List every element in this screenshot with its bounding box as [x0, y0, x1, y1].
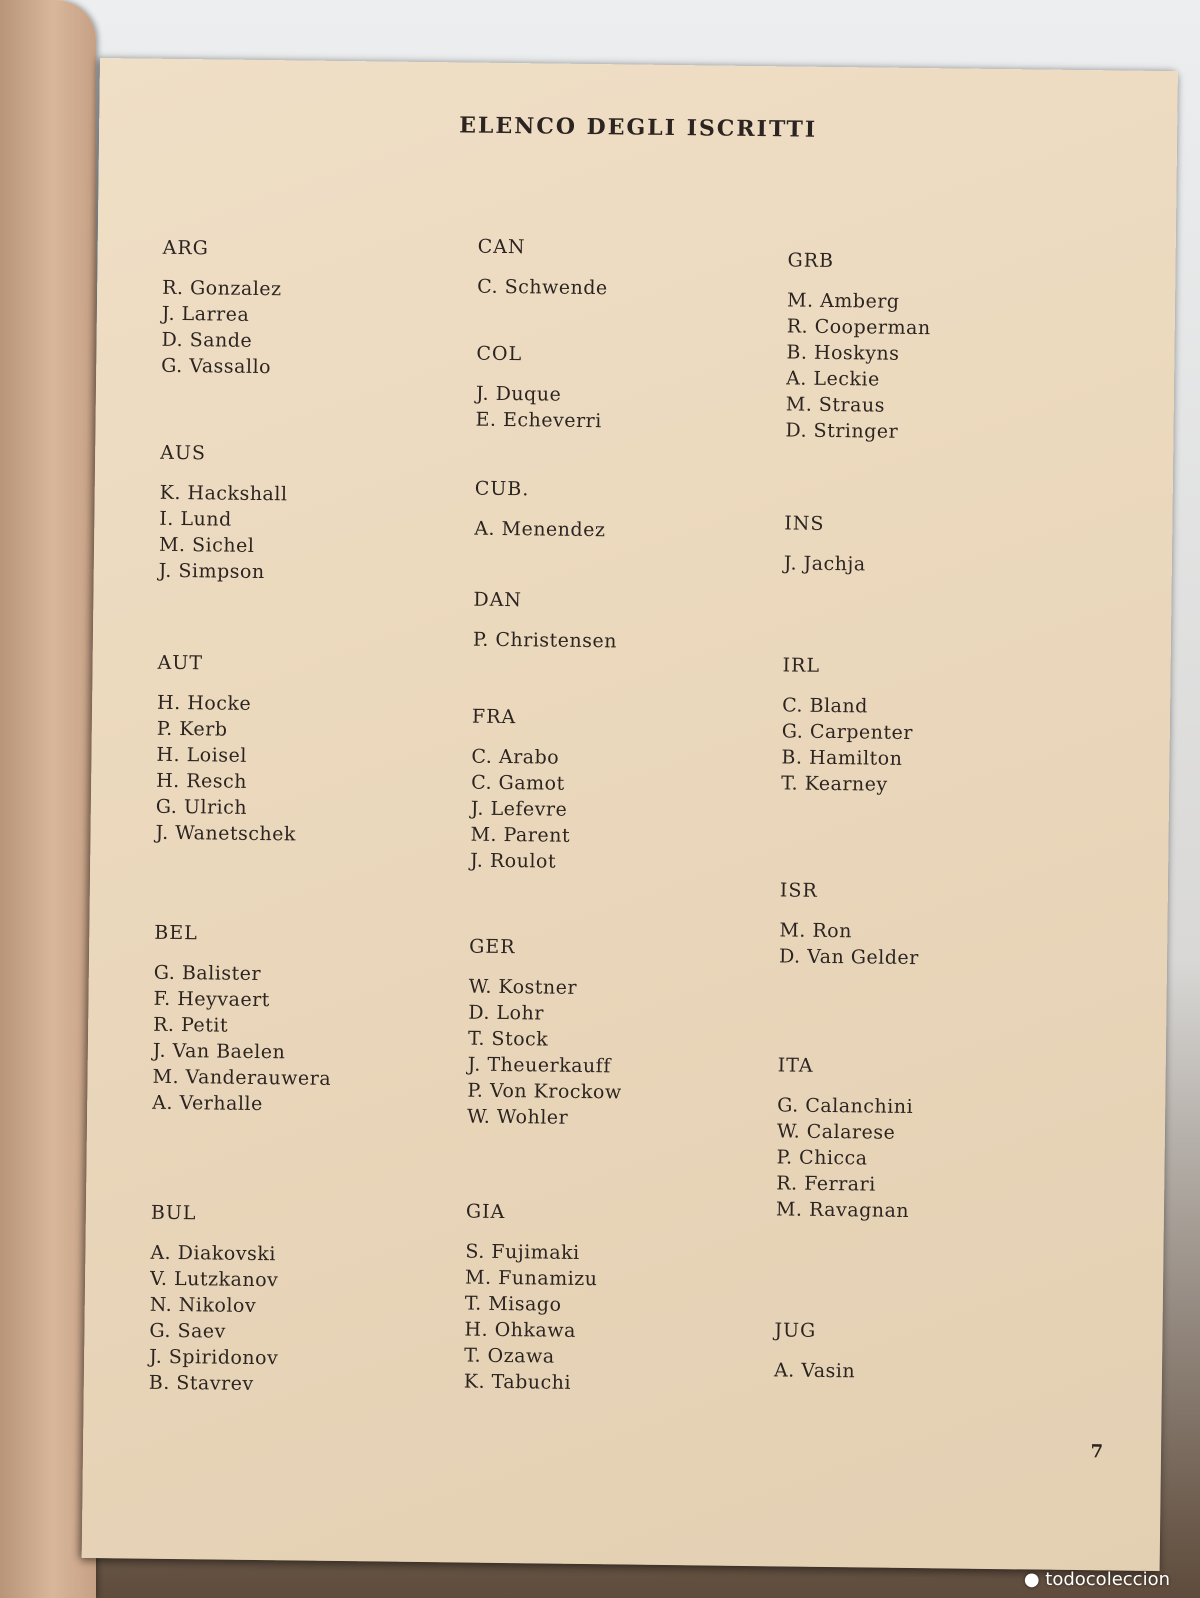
entrant-name: R. Petit [153, 1013, 229, 1037]
entrant-list [467, 974, 623, 1132]
entrant-name: T. Kearney [781, 772, 888, 796]
entrant-list [152, 960, 332, 1118]
country-group-arg [161, 237, 282, 380]
entrant-name: J. Duque [475, 382, 562, 406]
column-1 [148, 236, 463, 1395]
entrant-name: T. Stock [467, 1027, 549, 1051]
entrant-name: H. Resch [156, 769, 248, 793]
entrant-name: M. Straus [785, 393, 886, 417]
country-group-aus [159, 442, 289, 586]
entrant-name: G. Ulrich [155, 795, 248, 819]
country-group-gia [464, 1201, 599, 1397]
country-group-fra [470, 706, 572, 875]
entrant-list [785, 287, 931, 445]
entrant-name: D. Stringer [785, 419, 899, 443]
country-code: GRB [787, 249, 835, 272]
column-2 [463, 235, 778, 1394]
country-code: COL [476, 342, 523, 366]
entrant-name: G. Calanchini [777, 1094, 914, 1119]
entrant-name: M. Funamizu [464, 1266, 598, 1291]
document-page [82, 58, 1178, 1571]
country-code: JUG [774, 1319, 817, 1342]
entrant-name: K. Tabuchi [463, 1370, 572, 1394]
entrant-name: E. Echeverri [475, 408, 602, 433]
country-code: ISR [779, 879, 818, 902]
country-code: FRA [471, 705, 517, 729]
entrant-name: C. Bland [782, 694, 868, 718]
entrant-name: F. Heyvaert [153, 987, 271, 1012]
entrant-list [155, 690, 297, 848]
country-group-bel [152, 922, 333, 1118]
entrant-name: J. Roulot [470, 849, 557, 873]
entrant-name: N. Nikolov [149, 1293, 257, 1318]
entrant-name: K. Hackshall [159, 481, 288, 506]
entrant-name: B. Hamilton [781, 746, 903, 770]
entrant-list [784, 550, 866, 577]
entrant-name: M. Ron [779, 919, 853, 943]
entrant-name: D. Lohr [468, 1001, 545, 1025]
country-code: BUL [150, 1201, 197, 1225]
entrant-name: J. Lefevre [470, 797, 568, 821]
entrant-name: S. Fujimaki [465, 1240, 580, 1264]
entrant-name: D. Sande [161, 328, 253, 352]
entrant-name: P. Christensen [472, 628, 618, 653]
country-code: GER [469, 935, 516, 959]
watermark [1024, 1569, 1170, 1590]
entrant-name: P. Kerb [156, 717, 228, 741]
entrant-name: J. Larrea [161, 302, 250, 326]
entrant-name: W. Kostner [468, 975, 578, 999]
entrant-list [774, 1357, 855, 1384]
entrant-name: M. Ravagnan [775, 1198, 910, 1222]
entrant-list [781, 692, 913, 798]
entrant-name: A. Leckie [786, 367, 880, 391]
entrant-name: A. Diakovski [150, 1241, 277, 1266]
entrant-name: J. Wanetschek [155, 821, 297, 846]
entrant-list [470, 744, 571, 875]
entrant-name: W. Calarese [776, 1120, 896, 1144]
entrant-name: G. Vassallo [161, 354, 272, 379]
country-code: AUT [157, 651, 204, 675]
country-group-bul [149, 1202, 281, 1398]
entrant-name: A. Verhalle [152, 1091, 263, 1116]
entrant-name: M. Vanderauwera [152, 1065, 332, 1090]
watermark-logo-icon: ● [1023, 1569, 1040, 1590]
country-code: ARG [162, 236, 210, 260]
entrant-name: R. Cooperman [786, 315, 931, 340]
entrant-list [161, 275, 282, 380]
entrant-name: B. Hoskyns [786, 341, 900, 365]
entrant-name: J. Simpson [158, 559, 265, 584]
entrant-list [477, 274, 608, 302]
entrant-name: H. Loisel [156, 743, 247, 767]
entrant-name: J. Jachja [783, 552, 866, 576]
entrant-name: A. Vasin [773, 1359, 856, 1383]
entrant-list [159, 480, 288, 586]
entrant-name: C. Gamot [471, 771, 565, 795]
entrant-list [475, 381, 602, 435]
entrant-list [779, 917, 919, 971]
country-code: BEL [154, 921, 198, 945]
country-group-can [477, 236, 608, 302]
entrant-name: D. Van Gelder [778, 945, 919, 970]
entrant-name: G. Carpenter [781, 720, 914, 744]
entrant-name: C. Schwende [477, 275, 608, 300]
country-code: AUS [160, 441, 207, 465]
country-group-grb [785, 249, 931, 445]
country-group-aut [155, 652, 298, 848]
entrant-name: P. Chicca [776, 1146, 868, 1170]
country-group-ins [784, 512, 867, 577]
entrant-name: P. Von Krockow [467, 1079, 622, 1104]
entrant-name: J. Spiridonov [149, 1345, 279, 1370]
country-code: ITA [777, 1054, 814, 1077]
entrant-list [474, 516, 605, 544]
entrant-name: T. Misago [464, 1292, 562, 1316]
entrant-name: V. Lutzkanov [149, 1267, 279, 1292]
entrant-name: G. Saev [149, 1319, 226, 1343]
entrant-list [473, 627, 617, 655]
country-code: IRL [782, 654, 821, 677]
country-group-ger [467, 936, 624, 1132]
watermark-text: todocoleccion [1045, 1569, 1170, 1590]
country-group-jug [774, 1319, 856, 1384]
entrant-name: A. Menendez [474, 517, 606, 542]
entrant-name: W. Wohler [466, 1105, 569, 1129]
country-group-dan [473, 589, 618, 655]
entrant-name: J. Theuerkauff [467, 1053, 611, 1078]
page-title: ELENCO DEGLI ISCRITTI [459, 112, 818, 143]
entrant-name: G. Balister [153, 961, 262, 986]
country-group-irl [781, 654, 914, 798]
entrant-name: M. Parent [470, 823, 571, 847]
country-code: DAN [473, 588, 523, 612]
country-group-isr [779, 879, 920, 971]
country-code: INS [784, 512, 825, 535]
entrant-name: B. Stavrev [148, 1371, 254, 1395]
entrant-name: M. Sichel [158, 533, 255, 557]
entrant-name: H. Ohkawa [464, 1318, 577, 1342]
entrant-name: M. Amberg [786, 289, 900, 313]
country-code: CAN [477, 235, 526, 259]
entrant-list [464, 1239, 598, 1397]
entrant-list [776, 1092, 913, 1224]
entrant-name: R. Gonzalez [162, 276, 282, 301]
country-group-col [475, 343, 602, 435]
entrant-name: I. Lund [159, 507, 232, 531]
entrant-name: J. Van Baelen [152, 1039, 286, 1064]
left-page-edge [0, 0, 96, 1598]
country-code: CUB. [474, 477, 530, 501]
country-group-ita [776, 1054, 914, 1224]
country-code: GIA [465, 1200, 506, 1224]
page-number: 7 [1090, 1441, 1104, 1463]
country-group-cub [474, 478, 606, 544]
entrant-list [149, 1240, 280, 1398]
entrant-name: T. Ozawa [464, 1344, 555, 1368]
column-3 [773, 244, 1088, 1383]
entrant-name: C. Arabo [471, 745, 560, 769]
entrant-name: R. Ferrari [776, 1172, 876, 1196]
entrant-name: H. Hocke [156, 691, 252, 715]
